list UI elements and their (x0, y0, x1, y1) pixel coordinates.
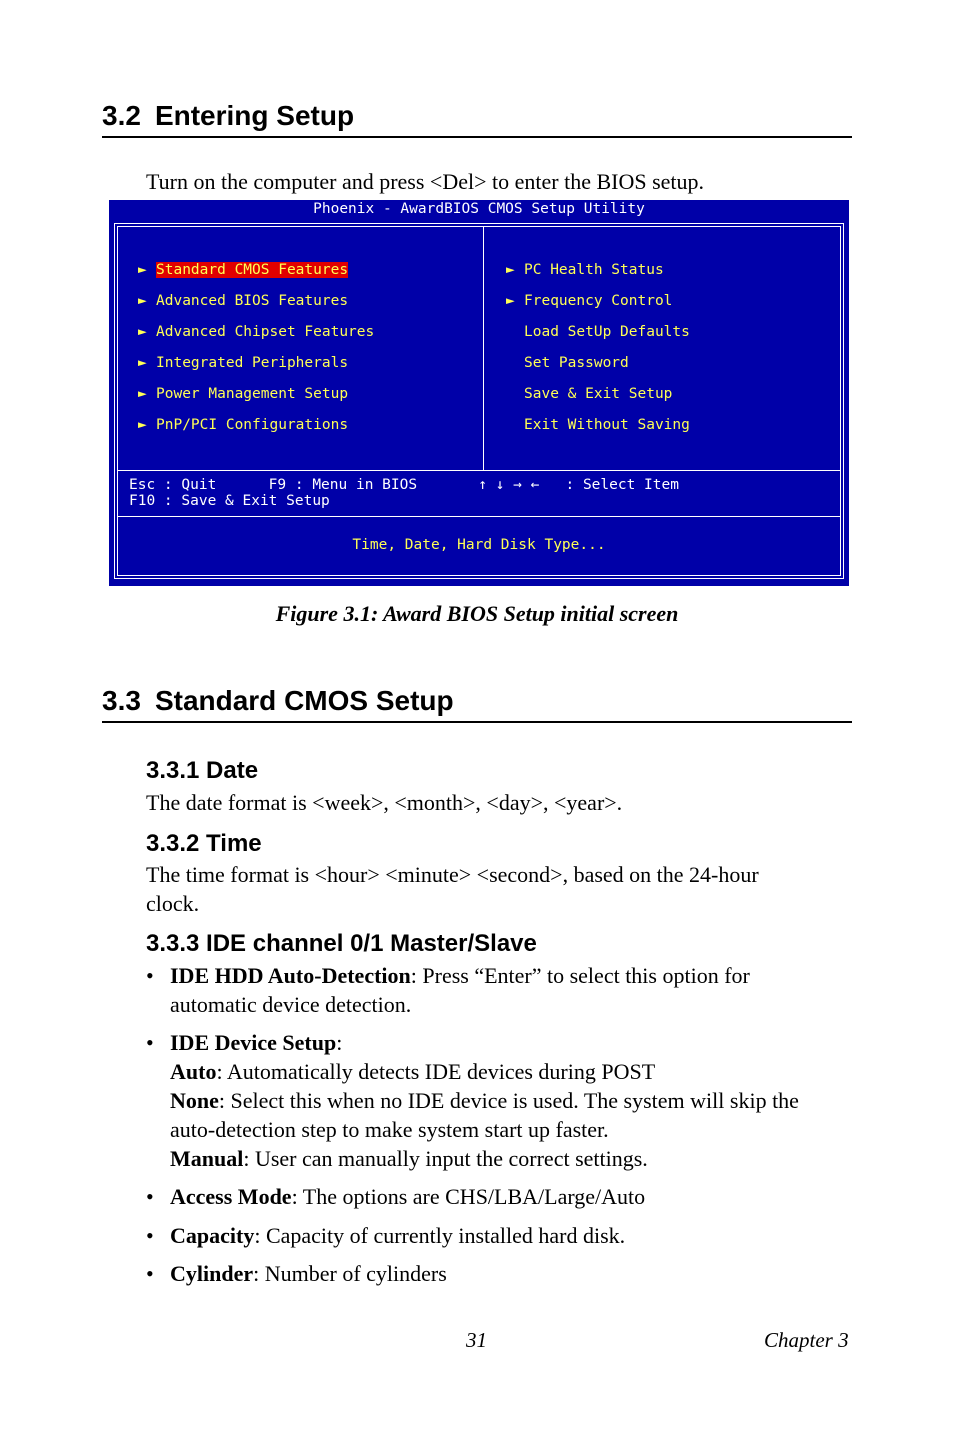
bullet-symbol: • (146, 963, 154, 988)
bullet-access-mode: • Access Mode: The options are CHS/LBA/Large/Auto (146, 1184, 646, 1209)
section-heading-3-2 (102, 100, 852, 138)
time-paragraph-line-2: clock. (146, 891, 200, 916)
arrow-right-icon: ► (138, 355, 147, 371)
bullet-symbol: • (146, 1030, 154, 1055)
subsection-heading-time: 3.3.2 Time (146, 830, 262, 857)
subsection-heading-ide: 3.3.3 IDE channel 0/1 Master/Slave (146, 930, 537, 957)
bullet-symbol: • (146, 1223, 154, 1248)
bullet-term: IDE HDD Auto-Detection (170, 963, 411, 988)
bullet-ide-hdd-auto-detection: • IDE HDD Auto-Detection: Press “Enter” to select this option for automatic device detection. (146, 963, 750, 1017)
bios-divider-top (117, 470, 841, 471)
menu-item-frequency-control[interactable]: ► Frequency Control (506, 293, 673, 309)
bullet-capacity: • Capacity: Capacity of currently installed hard disk. (146, 1223, 626, 1248)
section-title: Standard CMOS Setup (154, 685, 454, 716)
bullet-term: Access Mode (170, 1184, 292, 1209)
arrow-right-icon: ► (138, 293, 147, 309)
menu-item-pnp-pci-configurations[interactable]: ► PnP/PCI Configurations (138, 417, 349, 433)
menu-item-power-management-setup[interactable]: ► Power Management Setup (138, 386, 349, 402)
bullet-symbol: • (146, 1184, 154, 1209)
menu-item-advanced-chipset-features[interactable]: ► Advanced Chipset Features (138, 324, 375, 340)
arrow-right-icon: ► (138, 262, 147, 278)
bullet-ide-device-setup: • IDE Device Setup: Auto: Automatically detects IDE devices during POST None: Select this when no IDE device is used. The system will skip the auto-detection step to make system start up faster. Manual: User can manually input the correct settings. (146, 1030, 799, 1171)
menu-item-load-setup-defaults[interactable]: Load SetUp Defaults (524, 324, 690, 340)
bios-screen (109, 200, 849, 586)
bios-title: Phoenix - AwardBIOS CMOS Setup Utility (313, 201, 645, 217)
date-paragraph: The date format is <week>, <month>, <day>, <year>. (146, 790, 623, 815)
subsection-heading-date: 3.3.1 Date (146, 757, 259, 784)
bios-divider-bottom (117, 516, 841, 517)
bios-item-help: Time, Date, Hard Disk Type... (352, 537, 606, 553)
bullet-symbol: • (146, 1261, 154, 1286)
bullet-term: IDE Device Setup (170, 1030, 337, 1055)
bullet-term: Capacity (170, 1223, 255, 1248)
section-number: 3.2 (102, 100, 141, 131)
bullet-cylinder: • Cylinder: Number of cylinders (146, 1261, 447, 1286)
menu-item-set-password[interactable]: Set Password (524, 355, 629, 371)
intro-paragraph: Turn on the computer and press <Del> to enter the BIOS setup. (146, 169, 705, 194)
section-title: Entering Setup (154, 100, 355, 131)
menu-item-pc-health-status[interactable]: ► PC Health Status (506, 262, 664, 278)
arrow-right-icon: ► (506, 262, 515, 278)
menu-item-exit-without-saving[interactable]: Exit Without Saving (524, 417, 690, 433)
chapter-label: Chapter 3 (764, 1328, 849, 1352)
menu-item-standard-cmos-features[interactable]: ► Standard CMOS Features (138, 262, 349, 278)
menu-item-save-exit-setup[interactable]: Save & Exit Setup (524, 386, 673, 402)
arrow-right-icon: ► (138, 324, 147, 340)
menu-item-integrated-peripherals[interactable]: ► Integrated Peripherals (138, 355, 349, 371)
figure-caption: Figure 3.1: Award BIOS Setup initial screen (275, 601, 679, 626)
bios-column-divider (483, 226, 484, 470)
section-heading-3-3 (102, 685, 852, 723)
arrow-right-icon: ► (138, 386, 147, 402)
section-number: 3.3 (102, 685, 141, 716)
arrow-right-icon: ► (506, 293, 515, 309)
bios-key-help-line-1: Esc : Quit F9 : Menu in BIOS ↑ ↓ → ← : Select Item (129, 477, 679, 493)
time-paragraph-line-1: The time format is <hour> <minute> <second>, based on the 24-hour (146, 862, 759, 887)
page-number: 31 (466, 1328, 487, 1352)
bios-key-help-line-2: F10 : Save & Exit Setup (129, 493, 330, 509)
arrow-right-icon: ► (138, 417, 147, 433)
bullet-term: Cylinder (170, 1261, 254, 1286)
menu-item-advanced-bios-features[interactable]: ► Advanced BIOS Features (138, 293, 349, 309)
